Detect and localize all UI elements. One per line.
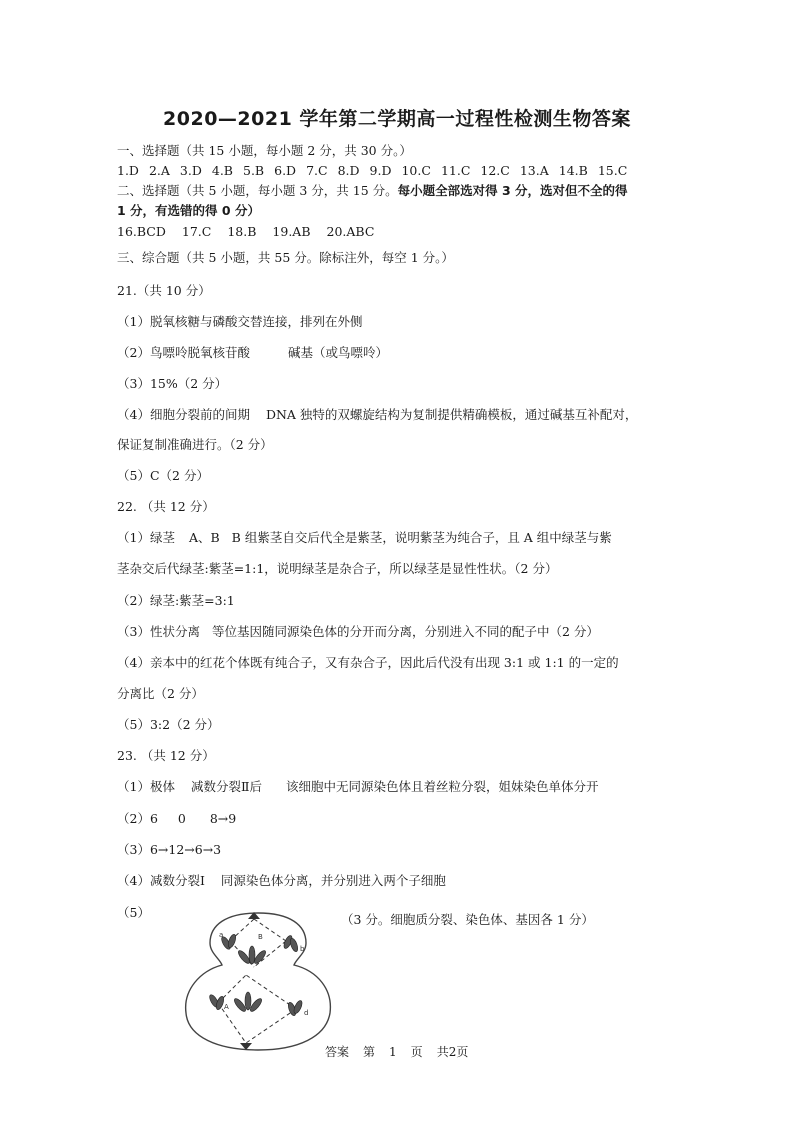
section2-heading-normal: 二、选择题（共 5 小题，每小题 3 分，共 15 分。	[117, 183, 398, 198]
q23-heading: 23. （共 12 分）	[117, 748, 215, 763]
mc-answer-14: 14.B	[558, 163, 588, 178]
q22-answer-4-cont: 分离比（2 分）	[117, 686, 204, 701]
q22-answer-2: （2）绿茎:紫茎=3:1	[117, 593, 235, 608]
gene-label-b: b	[300, 945, 305, 953]
section1-answers	[117, 163, 637, 179]
multi-answer-4: 19.AB	[272, 224, 311, 239]
footer-page-number: 1	[389, 1045, 397, 1059]
chromosomes	[208, 933, 304, 1016]
gene-label-A: A	[224, 1003, 229, 1011]
multi-answer-1: 16.BCD	[117, 224, 166, 239]
footer-page-suffix: 页	[410, 1045, 423, 1059]
q21-answer-4b: DNA 独特的双螺旋结构为复制提供精确模板，通过碱基互补配对，	[265, 407, 638, 422]
q22-answer-1a: （1）绿茎	[117, 530, 175, 545]
mc-answer-12: 12.C	[480, 163, 510, 178]
q23-answer-1b: 减数分裂Ⅱ后	[190, 779, 262, 794]
q21-answer-4	[117, 407, 637, 423]
cell-division-diagram	[178, 905, 338, 1055]
mc-answer-15: 15.C	[597, 163, 628, 178]
q21-answer-2b: 碱基（或鸟嘌呤）	[287, 345, 388, 360]
mc-answer-2: 2.A	[148, 163, 170, 178]
multi-answer-2: 17.C	[181, 224, 212, 239]
q22-answer-5: （5）3:2（2 分）	[117, 717, 220, 732]
q23-answer-2a: （2）6	[117, 811, 158, 826]
footer-label: 答案	[325, 1045, 350, 1059]
multi-answer-3: 18.B	[227, 224, 257, 239]
q22-answer-1	[117, 530, 612, 546]
q22-answer-1-cont: 茎杂交后代绿茎:紫茎=1:1，说明绿茎是杂合子，所以绿茎是显性性状。（2 分）	[117, 561, 558, 576]
q23-answer-3: （3）6→12→6→3	[117, 842, 222, 857]
section2-heading	[117, 183, 628, 199]
q21-answer-1: （1）脱氧核糖与磷酸交替连接，排列在外侧	[117, 314, 363, 329]
q23-answer-5: （5）	[117, 905, 150, 920]
mc-answer-8: 8.D	[337, 163, 360, 178]
mc-answer-10: 10.C	[401, 163, 431, 178]
footer-total-pages: 共2页	[436, 1045, 469, 1059]
q23-answer-1a: （1）极体	[117, 779, 175, 794]
q23-answer-4	[117, 873, 446, 889]
mc-answer-9: 9.D	[369, 163, 392, 178]
q21-answer-4a: （4）细胞分裂前的间期	[117, 407, 250, 422]
gene-label-B: B	[258, 933, 263, 941]
q23-answer-2b: 0	[177, 811, 186, 826]
section2-heading-bold: 每小题全部选对得 3 分，选对但不全的得	[397, 183, 628, 198]
q23-answer-5-note: （3 分。细胞质分裂、染色体、基因各 1 分）	[341, 912, 594, 927]
q21-answer-2	[117, 345, 388, 361]
q22-heading: 22. （共 12 分）	[117, 499, 215, 514]
q23-answer-2	[117, 811, 236, 827]
q21-answer-5: （5）C（2 分）	[117, 468, 209, 483]
q21-answer-2a: （2）鸟嘌呤脱氧核苷酸	[117, 345, 250, 360]
mc-answer-5: 5.B	[243, 163, 265, 178]
mc-answer-6: 6.D	[274, 163, 297, 178]
q22-answer-3b: 等位基因随同源染色体的分开而分离，分别进入不同的配子中（2 分）	[211, 624, 599, 639]
mc-answer-7: 7.C	[306, 163, 328, 178]
q23-answer-1	[117, 779, 598, 795]
mc-answer-3: 3.D	[179, 163, 202, 178]
q22-answer-3	[117, 624, 599, 640]
mc-answer-13: 13.A	[519, 163, 549, 178]
gene-label-d: d	[304, 1009, 309, 1017]
multi-answer-5: 20.ABC	[326, 224, 375, 239]
mc-answer-4: 4.B	[211, 163, 233, 178]
q22-answer-3a: （3）性状分离	[117, 624, 200, 639]
q23-answer-4a: （4）减数分裂Ⅰ	[117, 873, 205, 888]
section1-heading: 一、选择题（共 15 小题，每小题 2 分，共 30 分。）	[117, 143, 412, 158]
section2-answers	[117, 224, 390, 240]
q22-answer-4: （4）亲本中的红花个体既有纯合子，又有杂合子，因此后代没有出现 3:1 或 1:1 的一定的	[117, 655, 619, 670]
mc-answer-1: 1.D	[117, 163, 139, 178]
q23-answer-2c: 8→9	[209, 811, 237, 826]
page-title: 2020—2021 学年第二学期高一过程性检测生物答案	[163, 108, 631, 130]
q21-heading: 21.（共 10 分）	[117, 283, 211, 298]
mc-answer-11: 11.C	[440, 163, 471, 178]
q21-answer-3: （3）15%（2 分）	[117, 376, 228, 391]
q23-answer-4b: 同源染色体分离，并分别进入两个子细胞	[220, 873, 446, 888]
q21-answer-4-cont: 保证复制准确进行。（2 分）	[117, 437, 273, 452]
q22-answer-1b: A、B	[188, 530, 220, 545]
q22-answer-1c: B 组紫茎自交后代全是紫茎，说明紫茎为纯合子，且 A 组中绿茎与紫	[231, 530, 612, 545]
gene-label-a: a	[219, 931, 224, 939]
lower-spindle	[218, 975, 296, 1043]
page-footer	[325, 1043, 482, 1060]
footer-page-prefix: 第	[363, 1045, 376, 1059]
q23-answer-1c: 该细胞中无同源染色体且着丝粒分裂，姐妹染色单体分开	[285, 779, 599, 794]
section3-heading: 三、综合题（共 5 小题，共 55 分。除标注外，每空 1 分。）	[117, 250, 454, 265]
section2-heading-bold-cont: 1 分，有选错的得 0 分）	[117, 203, 260, 218]
